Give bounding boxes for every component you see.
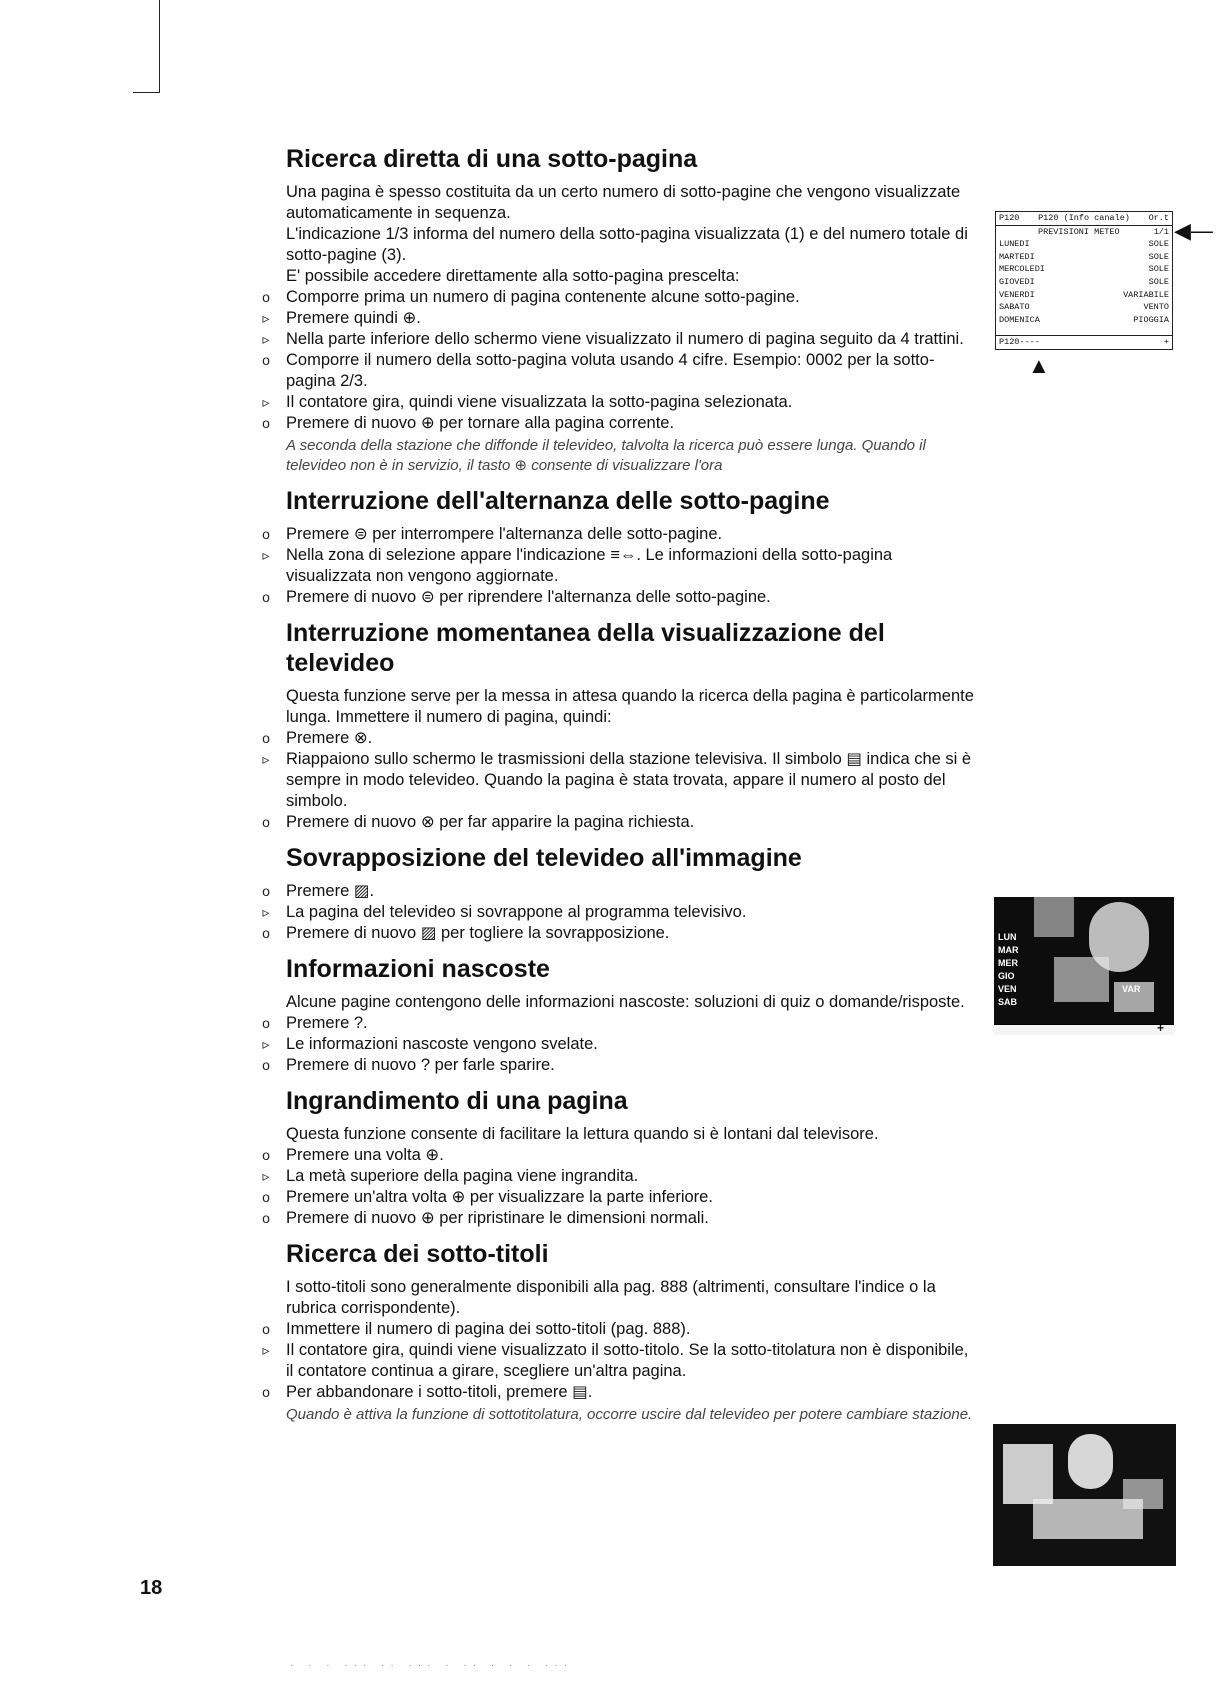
overlay-line: MAR bbox=[998, 945, 1019, 955]
section-intro: I sotto-titoli sono generalmente disponibili alla pag. 888 (altrimenti, consultare l'indice o la rubrica corrispondente). bbox=[286, 1278, 936, 1317]
step-item bbox=[262, 812, 978, 833]
step-action-marker: o bbox=[262, 1384, 270, 1400]
crop-mark-vertical bbox=[159, 0, 160, 92]
section bbox=[262, 1086, 978, 1229]
section bbox=[262, 1239, 978, 1425]
overlay-line: GIO bbox=[998, 971, 1015, 981]
step-list bbox=[262, 881, 978, 944]
subtitle-photo bbox=[993, 1424, 1176, 1566]
step-action-marker: o bbox=[262, 1189, 270, 1205]
step-result-marker: ▹ bbox=[262, 904, 270, 920]
overlay-footer-bar bbox=[994, 1024, 1174, 1035]
step-text: Premere di nuovo ▨ per togliere la sovrapposizione. bbox=[286, 924, 670, 942]
photo-highlight bbox=[1123, 1479, 1163, 1509]
step-item bbox=[262, 923, 978, 944]
page-number: 18 bbox=[140, 1577, 163, 1599]
crop-mark-horizontal bbox=[133, 92, 160, 93]
step-action-marker: o bbox=[262, 1015, 270, 1031]
step-item bbox=[262, 329, 978, 350]
step-list bbox=[262, 287, 978, 434]
step-action-marker: o bbox=[262, 814, 270, 830]
teletext-day: DOMENICA bbox=[999, 314, 1040, 325]
teletext-forecast: VENTO bbox=[1143, 302, 1169, 313]
teletext-subpage-counter: 1/1 bbox=[1153, 226, 1169, 237]
step-text: Il contatore gira, quindi viene visualizzato il sotto-titolo. Se la sotto-titolatura non è disponibile, il contatore continua a girare, scegliere un'altra pagina. bbox=[286, 1341, 969, 1380]
step-item bbox=[262, 1166, 978, 1187]
teletext-footer bbox=[996, 335, 1172, 349]
teletext-title-row bbox=[996, 226, 1172, 239]
overlay-line: MER bbox=[998, 958, 1018, 968]
step-item bbox=[262, 1034, 978, 1055]
step-action-marker: o bbox=[262, 1057, 270, 1073]
teletext-page-number: P120 bbox=[999, 213, 1020, 223]
teletext-forecast: SOLE bbox=[1148, 264, 1169, 275]
step-result-marker: ▹ bbox=[262, 1036, 270, 1052]
section bbox=[262, 954, 978, 1076]
teletext-day: VENERDI bbox=[999, 289, 1035, 300]
step-result-marker: ▹ bbox=[262, 1168, 270, 1184]
overlay-line: LUN bbox=[998, 932, 1017, 942]
step-result-marker: ▹ bbox=[262, 751, 270, 767]
step-text: Premere di nuovo ⊕ per tornare alla pagina corrente. bbox=[286, 414, 675, 432]
step-text: Le informazioni nascoste vengono svelate. bbox=[286, 1035, 598, 1053]
overlay-line: SAB bbox=[998, 997, 1018, 1007]
photo-highlight bbox=[1054, 957, 1109, 1002]
teletext-row bbox=[996, 289, 1172, 302]
step-action-marker: o bbox=[262, 352, 270, 368]
section bbox=[262, 144, 978, 476]
step-action-marker: o bbox=[262, 1147, 270, 1163]
step-result-marker: ▹ bbox=[262, 394, 270, 410]
teletext-row bbox=[996, 238, 1172, 251]
step-action-marker: o bbox=[262, 526, 270, 542]
teletext-forecast: SOLE bbox=[1148, 239, 1169, 250]
step-text: Nella zona di selezione appare l'indicazione ≡⇔. Le informazioni della sotto-pagina visualizzata non vengono aggiornate. bbox=[286, 546, 893, 585]
step-item bbox=[262, 749, 978, 812]
step-action-marker: o bbox=[262, 1210, 270, 1226]
step-result-marker: ▹ bbox=[262, 1342, 270, 1358]
step-action-marker: o bbox=[262, 289, 270, 305]
teletext-channel-info: P120 (Info canale) bbox=[1038, 213, 1130, 223]
teletext-title: PREVISIONI METEO bbox=[1038, 226, 1120, 237]
teletext-rows bbox=[996, 238, 1172, 326]
step-text: Premere di nuovo ? per farle sparire. bbox=[286, 1056, 555, 1074]
teletext-day: SABATO bbox=[999, 302, 1030, 313]
section-intro: Questa funzione serve per la messa in attesa quando la ricerca della pagina è particolarmente lunga. Immettere il numero di pagina, quindi: bbox=[286, 687, 974, 726]
overlay-plus: + bbox=[1156, 1021, 1164, 1035]
teletext-forecast: SOLE bbox=[1148, 251, 1169, 262]
arrow-up-icon: ▲ bbox=[1028, 353, 1050, 378]
step-item bbox=[262, 287, 978, 308]
section bbox=[262, 843, 978, 944]
step-text: Premere ▨. bbox=[286, 882, 375, 900]
step-item bbox=[262, 413, 978, 434]
step-text: Premere di nuovo ⊗ per far apparire la pagina richiesta. bbox=[286, 813, 695, 831]
step-list bbox=[262, 728, 978, 833]
section-heading: Ingrandimento di una pagina bbox=[286, 1087, 628, 1115]
step-item bbox=[262, 587, 978, 608]
section-intro: Alcune pagine contengono delle informazioni nascoste: soluzioni di quiz o domande/risposte. bbox=[286, 993, 965, 1011]
teletext-day: MARTEDI bbox=[999, 251, 1035, 262]
section bbox=[262, 618, 978, 833]
step-text: La metà superiore della pagina viene ingrandita. bbox=[286, 1167, 639, 1185]
section-intro: L'indicazione 1/3 informa del numero della sotto-pagina visualizzata (1) e del numero totale di sotto-pagine (3). bbox=[286, 225, 968, 264]
section-heading: Sovrapposizione del televideo all'immagine bbox=[286, 844, 802, 872]
step-text: Premere ⊗. bbox=[286, 729, 373, 747]
manual-page-content bbox=[262, 144, 978, 1435]
step-item bbox=[262, 1382, 978, 1403]
teletext-row bbox=[996, 263, 1172, 276]
step-action-marker: o bbox=[262, 415, 270, 431]
step-text: Comporre prima un numero di pagina contenente alcune sotto-pagine. bbox=[286, 288, 800, 306]
section-heading: Interruzione momentanea della visualizzazione del televideo bbox=[286, 619, 885, 677]
step-item bbox=[262, 881, 978, 902]
teletext-forecast: PIOGGIA bbox=[1133, 314, 1169, 325]
step-list bbox=[262, 1145, 978, 1229]
teletext-forecast: SOLE bbox=[1148, 276, 1169, 287]
step-text: Premere ⊜ per interrompere l'alternanza delle sotto-pagine. bbox=[286, 525, 723, 543]
step-result-marker: ▹ bbox=[262, 547, 270, 563]
arrow-left-icon: ◀— bbox=[1174, 218, 1213, 243]
step-item bbox=[262, 524, 978, 545]
teletext-day: LUNEDI bbox=[999, 239, 1030, 250]
section bbox=[262, 486, 978, 608]
overlay-line: VEN bbox=[998, 984, 1017, 994]
teletext-overlay-photo bbox=[994, 897, 1174, 1035]
teletext-row bbox=[996, 276, 1172, 289]
step-action-marker: o bbox=[262, 589, 270, 605]
step-item bbox=[262, 1340, 978, 1382]
step-item bbox=[262, 1055, 978, 1076]
photo-highlight bbox=[1003, 1444, 1053, 1504]
step-item bbox=[262, 350, 978, 392]
teletext-row bbox=[996, 314, 1172, 327]
step-text: Premere una volta ⊕. bbox=[286, 1146, 444, 1164]
section-heading: Ricerca dei sotto-titoli bbox=[286, 1240, 549, 1268]
step-item bbox=[262, 1319, 978, 1340]
section-note: Quando è attiva la funzione di sottotitolatura, occorre uscire dal televideo per potere cambiare stazione. bbox=[286, 1406, 973, 1423]
step-action-marker: o bbox=[262, 883, 270, 899]
step-item bbox=[262, 1145, 978, 1166]
step-result-marker: ▹ bbox=[262, 331, 270, 347]
step-action-marker: o bbox=[262, 925, 270, 941]
section-intro: Questa funzione consente di facilitare la lettura quando si è lontani dal televisore. bbox=[286, 1125, 879, 1143]
teletext-day: GIOVEDI bbox=[999, 276, 1035, 287]
step-item bbox=[262, 902, 978, 923]
teletext-row bbox=[996, 251, 1172, 264]
step-text: Premere quindi ⊕. bbox=[286, 309, 421, 327]
section-heading: Informazioni nascoste bbox=[286, 955, 550, 983]
step-text: Premere di nuovo ⊜ per riprendere l'alternanza delle sotto-pagine. bbox=[286, 588, 771, 606]
step-item bbox=[262, 1013, 978, 1034]
step-action-marker: o bbox=[262, 1321, 270, 1337]
step-result-marker: ▹ bbox=[262, 310, 270, 326]
teletext-forecast: VARIABILE bbox=[1123, 289, 1169, 300]
step-text: Immettere il numero di pagina dei sotto-titoli (pag. 888). bbox=[286, 1320, 691, 1338]
teletext-subpage-entry: P120---- bbox=[999, 337, 1040, 348]
step-text: Nella parte inferiore dello schermo viene visualizzato il numero di pagina seguito da 4 trattini. bbox=[286, 330, 964, 348]
section-intro: Una pagina è spesso costituita da un certo numero di sotto-pagine che vengono visualizzate automaticamente in sequenza. bbox=[286, 183, 961, 222]
step-text: Per abbandonare i sotto-titoli, premere ▤. bbox=[286, 1383, 593, 1401]
step-item bbox=[262, 545, 978, 587]
step-text: Premere un'altra volta ⊕ per visualizzare la parte inferiore. bbox=[286, 1188, 713, 1206]
photo-highlight bbox=[1068, 1434, 1113, 1489]
step-action-marker: o bbox=[262, 730, 270, 746]
teletext-time: Or.t bbox=[1148, 213, 1169, 223]
step-item bbox=[262, 728, 978, 749]
step-text: Premere di nuovo ⊕ per ripristinare le dimensioni normali. bbox=[286, 1209, 709, 1227]
section-intro: E' possibile accedere direttamente alla sotto-pagina prescelta: bbox=[286, 267, 740, 285]
step-item bbox=[262, 1208, 978, 1229]
teletext-plus: + bbox=[1163, 337, 1169, 348]
step-item bbox=[262, 1187, 978, 1208]
teletext-day: MERCOLEDI bbox=[999, 264, 1045, 275]
step-item bbox=[262, 308, 978, 329]
section-heading: Ricerca diretta di una sotto-pagina bbox=[286, 145, 698, 173]
step-text: Riappaiono sullo schermo le trasmissioni della stazione televisiva. Il simbolo ▤ indica che si è sempre in modo televideo. Quando la pagina è stata trovata, appare il numero al posto del simbolo. bbox=[286, 750, 972, 810]
scan-artifacts: · · · ··· ·· ··· · ·· · · · ··· bbox=[290, 1660, 574, 1671]
teletext-screen-figure bbox=[995, 211, 1173, 350]
step-list bbox=[262, 1319, 978, 1403]
teletext-header bbox=[996, 212, 1172, 226]
section-note: A seconda della stazione che diffonde il televideo, talvolta la ricerca può essere lunga. Quando il televideo non è in servizio, il tasto ⊕ consente di visualizzare l'ora bbox=[286, 437, 926, 474]
teletext-row bbox=[996, 301, 1172, 314]
step-text: Il contatore gira, quindi viene visualizzata la sotto-pagina selezionata. bbox=[286, 393, 793, 411]
overlay-teletext-lines bbox=[998, 931, 1019, 1009]
step-text: Premere ?. bbox=[286, 1014, 368, 1032]
step-text: La pagina del televideo si sovrappone al programma televisivo. bbox=[286, 903, 747, 921]
step-list bbox=[262, 1013, 978, 1076]
overlay-tag: VAR bbox=[1122, 984, 1141, 994]
step-text: Comporre il numero della sotto-pagina voluta usando 4 cifre. Esempio: 0002 per la sotto-pagina 2/3. bbox=[286, 351, 935, 390]
photo-highlight bbox=[1034, 897, 1074, 937]
step-item bbox=[262, 392, 978, 413]
step-list bbox=[262, 524, 978, 608]
section-heading: Interruzione dell'alternanza delle sotto-pagine bbox=[286, 487, 830, 515]
